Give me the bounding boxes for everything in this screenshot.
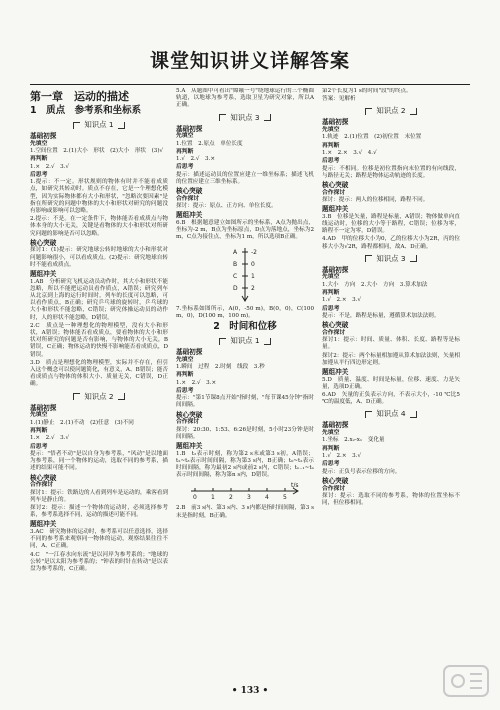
think-heading: 后思考	[30, 443, 48, 450]
coop-answer: 探讨：提示：两人的位移相同，路程不同。	[322, 197, 429, 204]
think-heading: 后思考	[176, 387, 194, 394]
bracket-left-icon	[219, 114, 226, 121]
fill-answer: 1.瞬间 过程 2.时刻 线段 3.秒	[176, 364, 265, 371]
time-axis-diagram	[185, 481, 305, 503]
tick-label: 5	[283, 494, 287, 502]
title-rule	[30, 84, 470, 85]
fill-heading: 先填空	[322, 127, 340, 133]
fill-heading: 先填空	[30, 140, 48, 147]
knowledge-point-heading: 知识点 2	[30, 392, 168, 402]
exercise-heading: 题组冲关	[30, 270, 57, 279]
coop-heading: 合作探讨	[322, 189, 346, 196]
fill-heading: 先填空	[30, 412, 48, 419]
coop-answer: 探讨2：提示：描述一个物体的运动时，必须选择参考系，参考系选择不同，运动的描述可能不同。	[30, 504, 168, 519]
bracket-right-icon	[264, 114, 271, 121]
think-heading: 后思考	[176, 164, 194, 171]
judge-answer: 1.× 2.√ 3.√	[30, 163, 70, 170]
think-answer: 提示："悟者不动"是以自身为参考系，"风动"是以地面为参考系，同一个物体的运动，选取不同的参考系，描述的结果可能不同。	[30, 450, 168, 472]
tick-label: 0	[193, 494, 197, 502]
think-answer-2: 2.提示：不是。在一定条件下，物体能否看成质点与物体本身的大小无关，关键是看物体的大小和形状对所研究问题的影响是否可以忽略。	[30, 216, 168, 237]
answer-continuation: 第2个长度为1 s的时间"段"的终点。	[322, 88, 412, 94]
coop-heading: 合作探讨	[322, 329, 346, 336]
bracket-left-icon	[365, 108, 372, 115]
knowledge-point-heading: 知识点 2	[322, 106, 460, 116]
bracket-left-icon	[365, 411, 372, 418]
judge-heading: 再判断	[176, 148, 194, 155]
bracket-left-icon	[219, 338, 226, 345]
basic-heading: 基础初探	[322, 265, 349, 274]
fill-heading: 先填空	[322, 430, 340, 437]
fill-answer: 1.大小 方向 2.大小 方向 3.算术加法	[322, 281, 428, 288]
judge-answer: 1.√ 2.× 3.√	[322, 297, 362, 304]
vertical-axis-diagram	[215, 244, 275, 304]
core-heading: 核心突破	[322, 321, 349, 330]
fill-answer: 1.(1)静止 2.(1)不动 (2)任意 (3)不同	[30, 419, 134, 426]
fill-answer: 1.空间位置 2.(1)大小 形状 (2)大小 形状 (3)√	[30, 148, 164, 154]
section-heading: 1 质点 参考系和坐标系	[30, 105, 142, 116]
fill-answer: 1.轨迹 2.(1)位置 (2)初位置 末位置	[322, 134, 422, 141]
basic-heading: 基础初探	[30, 403, 57, 412]
fill-answer: 1.坐标 2.x₂-x₁ 变化量	[322, 437, 385, 444]
knowledge-point-heading: 知识点 1	[176, 336, 314, 346]
core-heading: 核心突破	[30, 238, 57, 247]
judge-heading: 再判断	[176, 372, 194, 379]
coop-answer: 探讨：提示：原点、正方向、单位长度。	[176, 203, 277, 210]
bracket-right-icon	[118, 122, 125, 129]
exercise-heading: 题组冲关	[30, 520, 57, 529]
judge-answer: 1.√ 2.√ 3.×	[176, 156, 216, 163]
exercise-item: 5.D 质量、温度、时间是标量，位移、速度、力是矢量，选项D正确。	[322, 376, 460, 390]
tick-label: 3	[247, 494, 251, 502]
basic-heading: 基础初探	[176, 124, 203, 133]
think-heading: 后思考	[322, 461, 340, 468]
fill-answer: 1.位置 2.原点 单位长度	[176, 140, 243, 147]
think-answer: 提示：描述运动员的位置应建立一维坐标系；描述飞机的位置应建立三维坐标系。	[176, 171, 314, 186]
point-label: D	[233, 284, 238, 292]
think-heading: 后思考	[322, 305, 340, 312]
coop-heading: 合作探讨	[176, 195, 200, 202]
judge-answer: 1.× 2.√ 3.×	[176, 379, 217, 386]
bracket-right-icon	[264, 338, 271, 345]
think-answer: 提示："第1节课8点开始"指时刻，"每节课45分钟"指时间间隔。	[176, 395, 314, 409]
basic-heading: 基础初探	[30, 132, 57, 140]
timeline-figure	[176, 481, 314, 503]
tick-label: 1	[211, 494, 215, 502]
exercise-item: 6.B 根据题意建立如图所示的坐标系，A点为抛出点，坐标为-2 m，B点为坐标原点，D点为落地点，坐标为2 m，C点为接住点，坐标为1 m，所以选项B正确。	[176, 220, 314, 241]
coop-answer: 探讨1：提示：铁路边的人看到列车是运动的，乘客看到列车是静止的。	[30, 489, 168, 503]
exercise-item: 5.A 从题图中可看出"嫦娥一号"绕地球运行的三个椭圆轨道，以地球为参考系，选取卫星为研究对象，所以A正确。	[176, 88, 314, 109]
bracket-left-icon	[73, 122, 80, 129]
core-text: 探讨1：(1)提示：研究地球公转时地球的大小和形状对问题影响很小，可以看成质点。(2)提示：研究地球自转时不能看成质点。	[30, 247, 168, 268]
basic-heading: 基础初探	[322, 421, 349, 430]
exercise-item: 4.AD 甲的位移大小为0，乙的位移大小为2R，丙的位移大小为√2R，路程都相同，故A、D正确。	[322, 236, 460, 250]
judge-heading: 再判断	[30, 156, 48, 163]
chapter-heading: 第一章 运动的描述	[30, 90, 129, 103]
exercise-heading: 题组冲关	[322, 205, 349, 214]
bracket-right-icon	[410, 255, 417, 262]
point-label: A	[233, 248, 238, 256]
core-heading: 核心突破	[322, 476, 349, 485]
exercise-item: 3.AC 研究物体的运动时，参考系可以任意选择，选择不同的参考系来观察同一物体的运动，观察结果往往不同，A、C正确。	[30, 528, 168, 550]
coordinate-figure	[176, 244, 314, 304]
tick-label: -2	[251, 248, 257, 256]
watermark-stamp-icon	[440, 660, 492, 702]
judge-heading: 再判断	[322, 445, 340, 452]
think-answer: 提示：正负号表示位移的方向。	[322, 468, 401, 475]
core-heading: 核心突破	[322, 181, 349, 190]
think-answer: 提示：不相同。位移是初位置指向末位置的有向线段，与路径无关；路程是物体运动轨迹的长度。	[322, 165, 460, 179]
exercise-item: 3.D 质点是理想化的物理模型，实际并不存在，但引入这个概念可以使问题简化，有意义，A、B错误；能否看成质点与物体的体积大小、质量无关，C错误，D正确。	[30, 359, 168, 388]
bracket-left-icon	[365, 255, 372, 262]
basic-heading: 基础初探	[322, 118, 349, 127]
judge-answer: 1.× 2.√ 3.√	[30, 435, 70, 442]
exercise-heading: 题组冲关	[176, 211, 203, 220]
fill-heading: 先填空	[322, 274, 340, 281]
bracket-right-icon	[118, 393, 125, 400]
coop-heading: 合作探讨	[322, 485, 346, 492]
judge-answer: 1.× 2.× 3.√ 4.√	[322, 150, 377, 157]
knowledge-point-heading: 知识点 3	[176, 113, 314, 123]
page-number: • 133 •	[231, 686, 269, 696]
tick-label: 4	[265, 494, 269, 502]
judge-heading: 再判断	[322, 290, 340, 297]
bracket-left-icon	[73, 393, 80, 400]
core-heading: 核心突破	[30, 473, 57, 482]
answer-note: 答案：见解析	[322, 96, 356, 103]
bracket-right-icon	[410, 411, 417, 418]
exercise-item: 1.AB 分析研究飞机运动员动作时，其大小和形状不能忽略，所以不能把运动员看作质点，A错误；研究列车从北京到上海的运行时间时，列车的长度可以忽略，可以看作质点，B正确；研究乒乓球的旋转时，乒乓球的大小和形状不能忽略，C错误；研究体操运动员的动作时，人的形状不能忽略，D错误。	[30, 278, 168, 321]
point-label: B	[233, 260, 238, 268]
fill-heading: 先填空	[176, 356, 194, 363]
exercise-item: 6.AD 矢量的正负表示方向，不表示大小，-10 ℃比5 ℃的温度低，A、D正确。	[322, 392, 460, 406]
coop-answer: 探讨：20:30、1:53、6:26是时刻，5小时23分钟是时间间隔。	[176, 426, 314, 440]
column-2	[176, 88, 314, 678]
tick-label: 0	[251, 260, 255, 268]
basic-heading: 基础初探	[176, 348, 203, 357]
tick-label: 1	[251, 272, 255, 280]
coop-answer: 探讨：提示：选取不同的参考系，物体的位置坐标不同，但位移相同。	[322, 492, 460, 507]
exercise-item: 7.坐标系如图所示，A(0，-50 m)，B(0，0)，C(100 m，0)，D(100 m，100 m)。	[176, 305, 314, 319]
exercise-heading: 题组冲关	[322, 368, 349, 377]
point-label: C	[233, 272, 238, 280]
think-answer: 1.提示：不一定。形状规则的物体有时并不能看成质点，如研究其转动时。质点不存在，它是一个理想化模型，因为实际物体都有大小和形状，"忽略次要因素"是指在所研究的问题中物体的大小和形状对研究的问题没有影响或影响可以忽略。	[30, 179, 168, 215]
core-heading: 核心突破	[176, 410, 203, 419]
judge-heading: 再判断	[30, 427, 48, 434]
judge-heading: 再判断	[322, 142, 340, 149]
exercise-item: 3.B 位移是矢量，路程是标量，A错误；物体做单向直线运动时，位移的大小等于路程，C错误；位移为零，路程不一定为零，D错误。	[322, 213, 460, 235]
tick-label: 2	[251, 284, 255, 292]
page-title: 课堂知识讲义详解答案	[149, 50, 350, 72]
knowledge-point-heading: 知识点 3	[322, 254, 460, 264]
coop-heading: 合作探讨	[30, 482, 54, 489]
exercise-item: 1.B t₂表示时刻，称为第2 s末或第3 s初，A错误；t₂~t₃表示时间间隔，称为第3 s内，B正确；t₀~t₂表示时间间隔，称为最初2 s内或前2 s内，C错误；tₙ₋₁~tₙ表示时间间隔，称为第n s内，D错误。	[176, 450, 314, 479]
fill-heading: 先填空	[176, 133, 194, 140]
exercise-item: 2.B 前3 s内、第3 s内、3 s内都是指时间间隔，第3 s末是指时刻，B正确。	[176, 505, 314, 519]
section-heading: 2 时间和位移	[213, 321, 277, 333]
column-3	[322, 88, 460, 678]
bracket-right-icon	[410, 108, 417, 115]
knowledge-point-heading: 知识点 1	[30, 120, 168, 130]
exercise-item: 4.C "一江春水向东流"是以河岸为参考系的；"地球的公转"是以太阳为参考系的；"钟表的时针在转动"是以表盘为参考系的，C正确。	[30, 551, 168, 572]
axis-unit-label: t/s	[291, 482, 299, 490]
think-answer: 提示：不是，路程是标量，遵循算术加法法则。	[322, 313, 440, 320]
coop-answer: 探讨2：提示：两个标量相加遵从算术加法法则，矢量相加遵从平行四边形定则。	[322, 352, 460, 366]
judge-answer: 1.√ 2.× 3.√	[322, 453, 362, 460]
coop-answer: 探讨1：提示：时间、质量、体积、长度、路程等是标量。	[322, 337, 460, 351]
column-1	[30, 88, 168, 678]
knowledge-point-heading: 知识点 4	[322, 409, 460, 419]
exercise-heading: 题组冲关	[176, 442, 203, 451]
tick-label: 2	[229, 494, 233, 502]
think-heading: 后思考	[30, 171, 48, 178]
core-heading: 核心突破	[176, 187, 203, 196]
exercise-item: 2.C 质点是一种理想化的物理模型，没有大小和形状，A错误；物体能否看成质点，要看物体的大小和形状对所研究的问题是否有影响，与物体的大小无关，B错误，C正确；物体运动的快慢不影响能否看成质点，D错误。	[30, 322, 168, 358]
coop-heading: 合作探讨	[176, 419, 200, 426]
think-heading: 后思考	[322, 158, 340, 165]
